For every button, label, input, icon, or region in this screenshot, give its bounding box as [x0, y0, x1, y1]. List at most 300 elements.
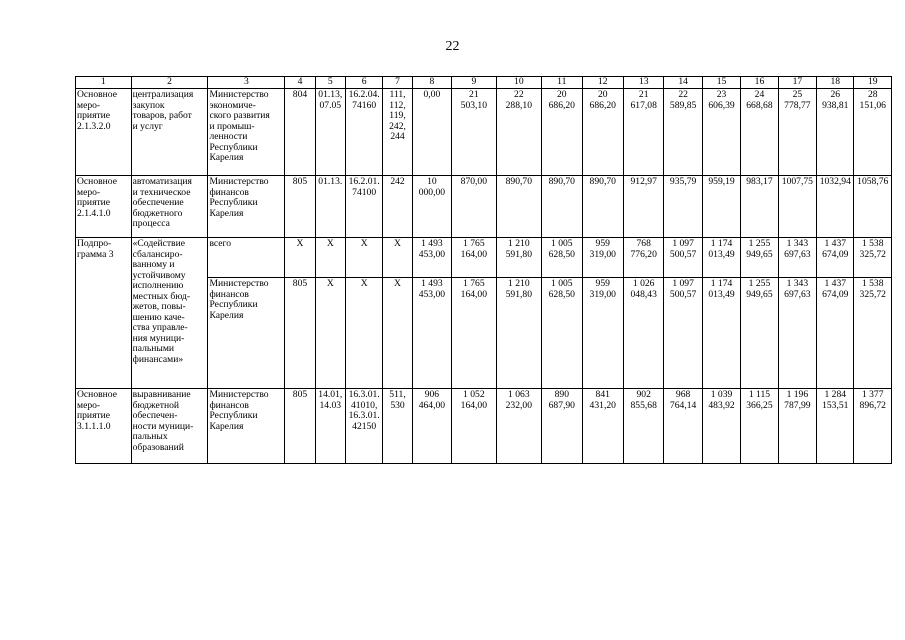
cell-line: 16.2.01. — [348, 176, 380, 187]
cell-value — [741, 176, 778, 238]
cell-line: 768 — [636, 238, 651, 249]
header-cell: 18 — [817, 77, 854, 89]
budget-table — [75, 76, 892, 464]
cell-line: 500,57 — [669, 288, 697, 300]
cell-line: 013,49 — [708, 248, 735, 260]
cell-line: 164,00 — [460, 399, 488, 411]
cell-line: 912,97 — [630, 176, 657, 187]
cell-section — [315, 238, 345, 278]
cell-line: 935,79 — [669, 176, 697, 187]
cell-line: 013,49 — [708, 288, 735, 300]
cell-line: Министерство — [209, 176, 269, 187]
cell-name — [76, 176, 132, 238]
cell-line: 589,85 — [669, 99, 697, 111]
cell-line: финансов — [209, 186, 249, 198]
cell-line: 74100 — [352, 186, 377, 198]
cell-value — [582, 176, 623, 238]
cell-value — [741, 89, 778, 176]
cell-line: обеспечен- — [132, 410, 178, 421]
cell-line: 674,09 — [822, 248, 849, 260]
cell-line: Основное — [77, 176, 117, 187]
cell-line: 591,80 — [505, 288, 533, 300]
cell-value — [854, 278, 892, 389]
cell-line: процесса — [132, 218, 170, 229]
cell-line: 151,06 — [859, 99, 886, 111]
cell-line: всего — [209, 238, 232, 249]
cell-line: 20 — [557, 89, 567, 100]
cell-line: 41010, — [350, 399, 378, 411]
cell-value — [496, 176, 542, 238]
cell-target — [345, 389, 382, 464]
cell-line: шению каче- — [132, 311, 185, 323]
cell-line: 232,00 — [505, 399, 533, 411]
cell-line: 048,43 — [630, 288, 657, 300]
table-row — [76, 176, 892, 238]
cell-value — [854, 238, 892, 278]
cell-line: 1 115 — [748, 389, 771, 400]
cell-title — [131, 176, 208, 238]
cell-value — [664, 176, 702, 238]
cell-line: Министерство — [209, 278, 269, 289]
header-cell: 1 — [76, 77, 132, 89]
cell-section — [315, 278, 345, 389]
header-cell: 4 — [285, 77, 315, 89]
cell-value — [702, 278, 740, 389]
cell-line: приятие — [77, 410, 111, 421]
cell-line: 902 — [636, 389, 651, 400]
cell-value — [702, 238, 740, 278]
cell-line: 959 — [595, 238, 610, 249]
cell-value — [412, 278, 451, 389]
table-header-row — [76, 77, 892, 89]
cell-line: 686,20 — [589, 99, 616, 111]
cell-line: 787,99 — [784, 399, 811, 411]
cell-line: 325,72 — [859, 288, 886, 300]
cell-type — [383, 89, 412, 176]
header-cell: 9 — [452, 77, 496, 89]
header-cell: 10 — [496, 77, 542, 89]
cell-line: 697,63 — [784, 288, 811, 300]
cell-value — [702, 389, 740, 464]
cell-line: меро- — [77, 186, 101, 198]
header-cell: 8 — [412, 77, 451, 89]
cell-target — [345, 176, 382, 238]
cell-line: пальными — [132, 343, 175, 354]
cell-line: 896,72 — [859, 399, 886, 411]
cell-line: товаров, работ — [132, 110, 192, 121]
cell-line: грамма 3 — [77, 248, 114, 260]
cell-executor — [208, 278, 285, 389]
cell-value — [582, 238, 623, 278]
cell-line: Министерство — [209, 89, 269, 100]
cell-line: и промыш- — [209, 120, 255, 132]
cell-value — [778, 176, 816, 238]
cell-line: X — [394, 238, 401, 249]
cell-line: приятие — [77, 197, 111, 208]
cell-value — [702, 89, 740, 176]
header-cell: 6 — [345, 77, 382, 89]
cell-line: 1 377 — [861, 389, 884, 400]
cell-value — [542, 389, 582, 464]
cell-line: 503,10 — [460, 99, 488, 111]
cell-line: 288,10 — [505, 99, 533, 111]
cell-line: меро- — [77, 399, 101, 411]
cell-line: 1007,75 — [781, 176, 813, 187]
cell-line: 1 210 — [508, 238, 530, 249]
cell-line: 22 — [514, 89, 524, 100]
cell-value — [741, 238, 778, 278]
cell-line: 1 437 — [824, 278, 847, 289]
cell-value — [817, 89, 854, 176]
cell-line: бюджетной — [132, 399, 180, 411]
header-cell: 3 — [208, 77, 285, 89]
cell-line: автоматизация — [132, 176, 192, 187]
cell-type — [383, 389, 412, 464]
cell-line: 16.2.04. — [348, 89, 380, 100]
cell-line: 606,39 — [708, 99, 735, 111]
cell-value — [623, 238, 663, 278]
cell-value — [854, 89, 892, 176]
cell-value — [817, 389, 854, 464]
cell-line: X — [394, 278, 401, 289]
cell-line: 000,00 — [418, 186, 446, 198]
cell-line: X — [296, 238, 304, 249]
cell-value — [778, 238, 816, 278]
cell-value — [741, 278, 778, 389]
cell-line: сбалансиро- — [132, 248, 183, 260]
cell-line: 1 039 — [710, 389, 733, 400]
table-row — [76, 389, 892, 464]
cell-value — [817, 278, 854, 389]
cell-line: 242 — [390, 176, 405, 187]
cell-line: 1 174 — [710, 278, 733, 289]
cell-line: 1 097 — [672, 238, 694, 249]
cell-value — [496, 89, 542, 176]
cell-line: 1 493 — [421, 278, 443, 289]
cell-section — [315, 389, 345, 464]
cell-value — [817, 238, 854, 278]
header-cell: 7 — [383, 77, 412, 89]
cell-line: 1 174 — [710, 238, 733, 249]
cell-line: 687,90 — [548, 399, 575, 411]
cell-line: 591,80 — [505, 248, 533, 260]
header-cell: 16 — [741, 77, 778, 89]
cell-line: 686,20 — [548, 99, 575, 111]
cell-value — [452, 389, 496, 464]
cell-line: 453,00 — [418, 248, 446, 260]
cell-section — [315, 176, 345, 238]
cell-value — [664, 89, 702, 176]
header-cell: 12 — [582, 77, 623, 89]
cell-line: 776,20 — [630, 248, 657, 260]
cell-value — [412, 176, 451, 238]
cell-line: 1058,76 — [857, 176, 889, 187]
cell-value — [664, 278, 702, 389]
cell-line: местных бюд- — [132, 290, 191, 302]
cell-line: Основное — [77, 89, 117, 100]
cell-line: Республики — [209, 197, 258, 208]
cell-line: 617,08 — [630, 99, 657, 111]
cell-line: 511, — [389, 389, 406, 400]
cell-line: 938,81 — [822, 99, 849, 111]
header-cell: 5 — [315, 77, 345, 89]
cell-line: 959,19 — [708, 176, 735, 187]
cell-target — [345, 89, 382, 176]
cell-value — [412, 238, 451, 278]
cell-value — [452, 89, 496, 176]
cell-title — [131, 89, 208, 176]
cell-line: 1 538 — [861, 278, 884, 289]
cell-line: 1 005 — [551, 238, 573, 249]
cell-value — [412, 89, 451, 176]
cell-line: 628,50 — [548, 288, 575, 300]
cell-line: 949,65 — [746, 248, 773, 260]
cell-value — [496, 278, 542, 389]
cell-name — [76, 238, 132, 389]
cell-value — [623, 89, 663, 176]
cell-line: X — [326, 238, 334, 249]
cell-line: 1 255 — [748, 238, 771, 249]
cell-code — [285, 89, 315, 176]
cell-line: 668,68 — [746, 99, 773, 111]
cell-value — [542, 176, 582, 238]
cell-value — [817, 176, 854, 238]
cell-line: и техническое — [132, 186, 191, 198]
cell-line: 805 — [292, 278, 308, 289]
cell-title — [131, 389, 208, 464]
cell-value — [542, 278, 582, 389]
cell-line: экономиче- — [209, 99, 256, 111]
cell-line: 164,00 — [460, 248, 488, 260]
cell-line: бюджетного — [132, 207, 183, 219]
cell-line: 1 437 — [824, 238, 847, 249]
cell-code — [285, 176, 315, 238]
cell-line: Республики — [209, 410, 258, 421]
cell-value — [542, 89, 582, 176]
cell-value — [452, 278, 496, 389]
cell-section — [315, 89, 345, 176]
cell-value — [702, 176, 740, 238]
cell-value — [664, 238, 702, 278]
cell-line: 07.05 — [319, 99, 342, 111]
cell-line: 112, — [389, 99, 406, 111]
cell-type — [383, 278, 412, 389]
cell-line: 01.13. — [318, 176, 343, 187]
cell-line: 1 196 — [786, 389, 809, 400]
cell-line: 244 — [390, 131, 405, 142]
header-cell: 15 — [702, 77, 740, 89]
cell-name — [76, 389, 132, 464]
cell-line: 890 — [554, 389, 569, 400]
cell-line: финансов — [209, 399, 249, 411]
cell-line: 697,63 — [784, 248, 811, 260]
cell-line: 804 — [292, 89, 308, 100]
cell-line: 2.1.3.2.0 — [77, 120, 111, 132]
cell-value — [778, 278, 816, 389]
cell-line: 366,25 — [746, 399, 773, 411]
cell-line: меро- — [77, 99, 101, 111]
cell-line: 1 210 — [508, 278, 530, 289]
cell-line: 500,57 — [669, 248, 697, 260]
cell-line: 890,70 — [589, 176, 616, 187]
cell-line: 431,20 — [589, 399, 616, 411]
cell-line: 906 — [424, 389, 440, 400]
header-cell: 13 — [623, 77, 663, 89]
cell-value — [452, 176, 496, 238]
cell-line: 22 — [678, 89, 688, 100]
cell-value — [582, 389, 623, 464]
cell-line: 26 — [830, 89, 841, 100]
cell-line: ния муници- — [132, 332, 185, 344]
cell-line: исполнению — [132, 280, 184, 291]
cell-target — [345, 238, 382, 278]
cell-line: образований — [132, 441, 184, 453]
cell-line: 42150 — [352, 420, 377, 432]
cell-line: финансов — [209, 288, 249, 300]
cell-value — [778, 389, 816, 464]
header-cell: 17 — [778, 77, 816, 89]
cell-value — [496, 238, 542, 278]
cell-value — [664, 389, 702, 464]
cell-line: 949,65 — [746, 288, 773, 300]
cell-line: 14.01, — [318, 389, 343, 400]
cell-name — [76, 89, 132, 176]
cell-line: централизация — [132, 89, 194, 100]
cell-line: 319,00 — [589, 288, 616, 300]
cell-executor — [208, 176, 285, 238]
cell-line: 890,70 — [548, 176, 575, 187]
cell-line: 1 005 — [551, 278, 573, 289]
cell-line: 1 493 — [421, 238, 443, 249]
cell-line: 890,70 — [505, 176, 533, 187]
cell-line: закупок — [132, 99, 165, 111]
cell-code — [285, 238, 315, 278]
cell-executor — [208, 389, 285, 464]
cell-line: 968 — [675, 389, 691, 400]
cell-line: Республики — [209, 141, 258, 153]
cell-line: 0,00 — [423, 89, 441, 100]
cell-line: 28 — [867, 89, 878, 100]
cell-line: финансами» — [132, 353, 184, 365]
cell-line: 153,51 — [822, 399, 849, 411]
cell-line: 778,77 — [784, 99, 811, 111]
cell-line: 1 063 — [508, 389, 530, 400]
cell-line: Карелия — [209, 309, 244, 321]
cell-line: Карелия — [209, 152, 244, 163]
cell-line: 805 — [292, 389, 308, 400]
cell-code — [285, 278, 315, 389]
cell-code — [285, 389, 315, 464]
cell-value — [496, 389, 542, 464]
cell-line: 628,50 — [548, 248, 575, 260]
cell-line: 325,72 — [859, 248, 886, 260]
cell-value — [741, 389, 778, 464]
cell-type — [383, 176, 412, 238]
cell-line: 530 — [390, 399, 405, 411]
cell-line: 21 — [469, 89, 479, 100]
cell-value — [623, 278, 663, 389]
cell-line: 764,14 — [669, 399, 697, 411]
cell-line: 483,92 — [708, 399, 735, 411]
cell-value — [452, 238, 496, 278]
cell-value — [542, 238, 582, 278]
cell-target — [345, 278, 382, 389]
cell-line: ского развития — [209, 110, 270, 121]
cell-line: выравнивание — [132, 389, 191, 400]
cell-line: 1 538 — [861, 238, 884, 249]
cell-line: 841 — [595, 389, 610, 400]
cell-line: 1 343 — [786, 278, 809, 289]
cell-value — [778, 89, 816, 176]
cell-line: 1 343 — [786, 238, 809, 249]
cell-line: 164,00 — [460, 288, 488, 300]
cell-line: пальных — [132, 431, 168, 442]
cell-line: 2.1.4.1.0 — [77, 207, 111, 219]
table-row — [76, 89, 892, 176]
cell-value — [582, 89, 623, 176]
cell-value — [623, 176, 663, 238]
cell-value — [412, 389, 451, 464]
cell-line: Республики — [209, 299, 258, 310]
cell-line: 01.13, — [318, 89, 343, 100]
cell-line: Карелия — [209, 420, 244, 432]
cell-value — [854, 176, 892, 238]
cell-value — [854, 389, 892, 464]
cell-line: 983,17 — [746, 176, 773, 187]
cell-line: жетов, повы- — [132, 301, 186, 312]
cell-line: 870,00 — [460, 176, 488, 187]
cell-line: 74160 — [352, 99, 377, 111]
cell-line: 23 — [716, 89, 727, 100]
cell-line: приятие — [77, 110, 111, 121]
cell-line: 111, — [389, 89, 406, 100]
cell-type — [383, 238, 412, 278]
cell-line: «Содействие — [132, 238, 185, 249]
cell-line: X — [360, 278, 368, 289]
header-cell: 11 — [542, 77, 582, 89]
cell-line: 1032,94 — [819, 176, 851, 187]
cell-line: ства управле- — [132, 322, 188, 333]
cell-line: 21 — [638, 89, 649, 100]
cell-line: 1 255 — [748, 278, 771, 289]
cell-line: 16.3.01. — [348, 389, 380, 400]
cell-line: 1 097 — [672, 278, 694, 289]
cell-value — [623, 389, 663, 464]
cell-line: 319,00 — [589, 248, 616, 260]
table-row — [76, 238, 892, 278]
cell-line: 24 — [754, 89, 765, 100]
cell-title — [131, 238, 208, 389]
cell-line: 1 765 — [463, 238, 485, 249]
cell-line: 674,09 — [822, 288, 849, 300]
cell-line: и услуг — [132, 120, 163, 132]
cell-line: X — [360, 238, 368, 249]
cell-line: Карелия — [209, 207, 244, 219]
cell-line: 25 — [792, 89, 803, 100]
cell-line: ленности — [209, 131, 248, 142]
cell-line: 119, — [389, 110, 406, 121]
cell-line: Министерство — [209, 389, 269, 400]
cell-line: 14.03 — [319, 399, 342, 411]
cell-line: 464,00 — [418, 399, 446, 411]
page-number: 22 — [445, 39, 460, 54]
cell-line: 1 052 — [463, 389, 485, 400]
cell-line: 855,68 — [630, 399, 657, 411]
cell-line: обеспечение — [132, 197, 184, 208]
cell-line: Подпро- — [77, 238, 112, 249]
cell-executor — [208, 89, 285, 176]
cell-line: 1 284 — [824, 389, 847, 400]
